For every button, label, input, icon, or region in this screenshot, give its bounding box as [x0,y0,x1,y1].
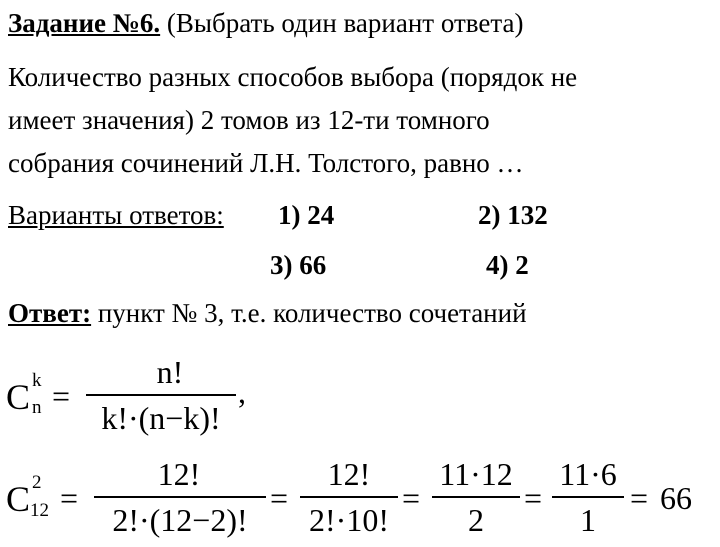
formula2-sub: 12 [30,500,49,521]
task-label: Задание №6. [8,8,161,38]
option-3: 3) 66 [270,250,327,280]
formula1-sub: n [32,397,42,418]
formula2-sup: 2 [32,472,42,493]
formula2-fraction3-den: 2 [468,502,484,538]
formula2-fraction1-den: 2!·(12−2)! [112,502,248,538]
formula1-c: C [6,377,31,417]
formula2-fraction4-bar [552,496,624,498]
formula2-fraction4-num: 11·6 [559,456,617,492]
formula2-fraction3-num: 11·12 [439,456,513,492]
formula2-equals-2: = [270,480,289,516]
option-2: 2) 132 [478,200,548,230]
formula2-c: C [6,479,31,519]
formula1-denominator: k!·(n−k)! [101,400,221,436]
task-heading [8,8,523,38]
formula1-numerator: n! [156,354,184,390]
formula1-comma: , [238,374,246,410]
formula2-equals-4: = [524,480,543,516]
task-note: (Выбрать один вариант ответа) [166,8,524,38]
formula2-fraction2-bar [300,496,398,498]
formula2-fraction2-den: 2!·10! [309,502,389,538]
formula2-equals-3: = [402,480,421,516]
answer-label: Ответ: [8,298,92,328]
option-4: 4) 2 [486,250,529,280]
formula2-equals-5: = [630,480,649,516]
answer-text: пункт № 3, т.е. количество сочетаний [97,298,527,328]
formula2-fraction4-den: 1 [580,502,596,538]
answer-line [8,298,527,328]
formula2-fraction1-bar [94,496,266,498]
formula2-fraction1-num: 12! [157,456,201,492]
question-line-3: собрания сочинений Л.Н. Толстого, равно … [8,148,524,178]
formula1-sup: k [32,370,42,391]
formula1-fraction-bar [86,394,236,396]
formula2-result: 66 [660,480,692,516]
formula2-fraction2-num: 12! [327,456,371,492]
question-line-1: Количество разных способов выбора (порядок не [8,62,578,92]
option-1: 1) 24 [278,200,335,230]
formula2-equals-1: = [60,480,79,516]
options-label: Варианты ответов: [8,200,224,230]
formula1-equals: = [52,378,71,414]
formula2-fraction3-bar [432,496,520,498]
question-line-2: имеет значения) 2 томов из 12-ти томного [8,105,490,135]
options-label-line [8,200,224,230]
